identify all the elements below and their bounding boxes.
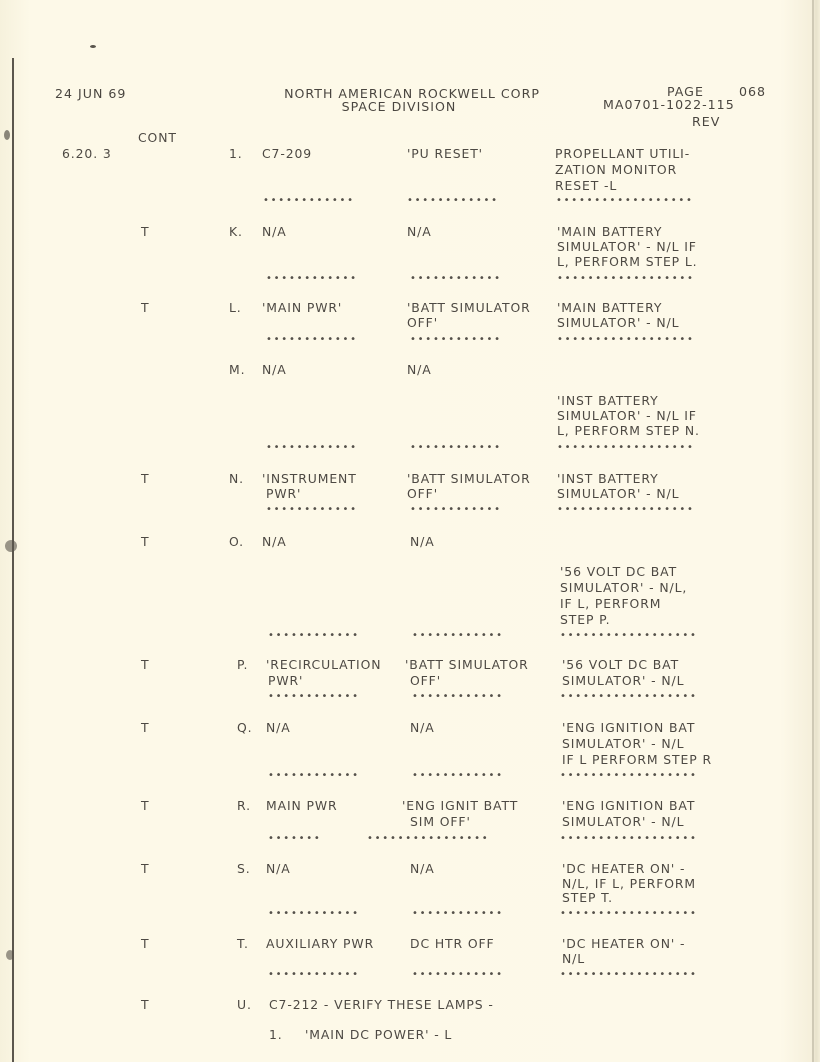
step-col1: N/A bbox=[262, 362, 287, 377]
signoff-dots: •••••••••••• bbox=[412, 770, 504, 781]
substep-id: 1. bbox=[269, 1027, 283, 1042]
step-col3-line1: 'ENG IGNITION BAT bbox=[562, 798, 696, 813]
step-col2-line1: 'BATT SIMULATOR bbox=[407, 471, 531, 486]
step-id: R. bbox=[237, 798, 251, 813]
step-id: N. bbox=[229, 471, 245, 486]
step-col3-line2: SIMULATOR' - N/L bbox=[562, 736, 685, 751]
signoff-dots: •••••••••••• bbox=[412, 908, 504, 919]
step-mark: T bbox=[141, 224, 150, 239]
signoff-dots: •••••••••••••••••• bbox=[560, 691, 698, 702]
step-col2: N/A bbox=[410, 861, 435, 876]
header-page-number: 068 bbox=[739, 84, 767, 99]
step-id: O. bbox=[229, 534, 244, 549]
step-mark: T bbox=[141, 300, 150, 315]
signoff-dots: •••••••••••• bbox=[266, 504, 358, 515]
header-division: SPACE DIVISION bbox=[341, 99, 457, 114]
header-rev-label: REV bbox=[692, 114, 721, 129]
step-id: S. bbox=[237, 861, 251, 876]
step-col2-line1: 'BATT SIMULATOR bbox=[405, 657, 529, 672]
step-col2-line2: SIM OFF' bbox=[410, 814, 471, 829]
signoff-dots: •••••••••••• bbox=[407, 195, 499, 206]
step-col3-line2: SIMULATOR' - N/L IF bbox=[557, 239, 697, 254]
step-col3-line1: 'MAIN BATTERY bbox=[557, 224, 663, 239]
section-cont-label: CONT bbox=[138, 130, 177, 145]
step-id: K. bbox=[229, 224, 243, 239]
step-col1-line2: PWR' bbox=[268, 673, 304, 688]
step-col1: MAIN PWR bbox=[266, 798, 338, 813]
signoff-dots: •••••••••••••••••• bbox=[560, 908, 698, 919]
step-col3-line1: 'MAIN BATTERY bbox=[557, 300, 663, 315]
step-col3-line1: 'INST BATTERY bbox=[557, 471, 659, 486]
step-col3-line2: SIMULATOR' - N/L bbox=[557, 486, 680, 501]
step-col3-line1: 'INST BATTERY bbox=[557, 393, 659, 408]
signoff-dots: •••••••••••• bbox=[268, 770, 360, 781]
step-col3-line3: STEP T. bbox=[562, 890, 614, 905]
step-id: L. bbox=[229, 300, 242, 315]
scan-speck bbox=[90, 45, 96, 48]
step-col2: N/A bbox=[407, 224, 432, 239]
signoff-dots: •••••••••••••••••• bbox=[557, 273, 695, 284]
signoff-dots: •••••••••••••••••• bbox=[560, 969, 698, 980]
step-col1: N/A bbox=[266, 861, 291, 876]
step-col2: N/A bbox=[410, 720, 435, 735]
signoff-dots: •••••••••••• bbox=[410, 442, 502, 453]
section-number: 6.20. 3 bbox=[62, 146, 112, 161]
scan-speck bbox=[4, 130, 10, 140]
step-col1-line1: 'INSTRUMENT bbox=[262, 471, 357, 486]
step-col3-line2: SIMULATOR' - N/L IF bbox=[557, 408, 697, 423]
step-col2-line2: OFF' bbox=[410, 673, 442, 688]
signoff-dots: ••••••• bbox=[268, 833, 322, 844]
header-doc-number: MA0701-1022-115 bbox=[603, 97, 735, 112]
step-col3-line2: SIMULATOR' - N/L bbox=[562, 673, 685, 688]
step-col3-line2: SIMULATOR' - N/L bbox=[557, 315, 680, 330]
signoff-dots: •••••••••••• bbox=[263, 195, 355, 206]
step-col3-line1: 'DC HEATER ON' - bbox=[562, 936, 686, 951]
step-id: M. bbox=[229, 362, 246, 377]
step-col2-line1: 'ENG IGNIT BATT bbox=[402, 798, 519, 813]
step-id: U. bbox=[237, 997, 252, 1012]
step-col3-line1: 'DC HEATER ON' - bbox=[562, 861, 686, 876]
signoff-dots: •••••••••••••••••• bbox=[556, 195, 694, 206]
step-col2-line1: 'BATT SIMULATOR bbox=[407, 300, 531, 315]
step-col3-line3: IF L, PERFORM bbox=[560, 596, 662, 611]
step-mark: T bbox=[141, 657, 150, 672]
step-mark: T bbox=[141, 720, 150, 735]
step-col3-line3: RESET -L bbox=[555, 178, 618, 193]
signoff-dots: •••••••••••• bbox=[266, 334, 358, 345]
signoff-dots: •••••••••••• bbox=[410, 273, 502, 284]
step-mark: T bbox=[141, 997, 150, 1012]
header-company: NORTH AMERICAN ROCKWELL CORP bbox=[284, 86, 540, 101]
signoff-dots: •••••••••••• bbox=[268, 691, 360, 702]
step-mark: T bbox=[141, 936, 150, 951]
scan-speck bbox=[5, 540, 17, 552]
signoff-dots: •••••••••••• bbox=[268, 969, 360, 980]
step-col3-line4: STEP P. bbox=[560, 612, 611, 627]
step-id: 1. bbox=[229, 146, 243, 161]
step-col1-line1: 'RECIRCULATION bbox=[266, 657, 382, 672]
step-id: Q. bbox=[237, 720, 253, 735]
signoff-dots: •••••••••••• bbox=[268, 630, 360, 641]
signoff-dots: •••••••••••• bbox=[410, 504, 502, 515]
step-col3-line3: IF L PERFORM STEP R bbox=[562, 752, 712, 767]
step-col1: N/A bbox=[262, 224, 287, 239]
step-col3-line2: N/L, IF L, PERFORM bbox=[562, 876, 697, 891]
step-col3-line1: PROPELLANT UTILI- bbox=[555, 146, 691, 161]
step-col1: 'MAIN PWR' bbox=[262, 300, 343, 315]
step-id: P. bbox=[237, 657, 249, 672]
step-col3-line1: 'ENG IGNITION BAT bbox=[562, 720, 696, 735]
signoff-dots: •••••••••••••••••• bbox=[560, 630, 698, 641]
header-page-label: PAGE bbox=[667, 84, 704, 99]
signoff-dots: •••••••••••••••• bbox=[367, 833, 490, 844]
signoff-dots: •••••••••••••••••• bbox=[560, 833, 698, 844]
step-col3-line2: SIMULATOR' - N/L bbox=[562, 814, 685, 829]
step-col3-line3: L, PERFORM STEP L. bbox=[557, 254, 698, 269]
step-col2-line2: OFF' bbox=[407, 486, 439, 501]
signoff-dots: •••••••••••• bbox=[412, 691, 504, 702]
step-mark: T bbox=[141, 471, 150, 486]
step-col2: 'PU RESET' bbox=[407, 146, 483, 161]
signoff-dots: •••••••••••••••••• bbox=[557, 442, 695, 453]
step-col1: N/A bbox=[266, 720, 291, 735]
step-col1-line2: PWR' bbox=[266, 486, 302, 501]
step-mark: T bbox=[141, 798, 150, 813]
signoff-dots: •••••••••••••••••• bbox=[557, 504, 695, 515]
step-id: T. bbox=[237, 936, 249, 951]
step-col2: N/A bbox=[407, 362, 432, 377]
scan-speck bbox=[6, 950, 14, 960]
step-col3-line1: '56 VOLT DC BAT bbox=[560, 564, 678, 579]
step-col3-line2: N/L bbox=[562, 951, 586, 966]
step-col3-line1: '56 VOLT DC BAT bbox=[562, 657, 680, 672]
step-col3-line2: SIMULATOR' - N/L, bbox=[560, 580, 688, 595]
signoff-dots: •••••••••••• bbox=[412, 969, 504, 980]
signoff-dots: •••••••••••••••••• bbox=[560, 770, 698, 781]
signoff-dots: •••••••••••• bbox=[410, 334, 502, 345]
page-right-edge bbox=[812, 0, 814, 1062]
step-col1: AUXILIARY PWR bbox=[266, 936, 375, 951]
header-date: 24 JUN 69 bbox=[55, 86, 127, 101]
step-col1: C7-209 bbox=[262, 146, 313, 161]
signoff-dots: •••••••••••• bbox=[266, 442, 358, 453]
signoff-dots: •••••••••••• bbox=[266, 273, 358, 284]
step-mark: T bbox=[141, 534, 150, 549]
step-col3-line3: L, PERFORM STEP N. bbox=[557, 423, 700, 438]
step-text: C7-212 - VERIFY THESE LAMPS - bbox=[269, 997, 494, 1012]
signoff-dots: •••••••••••• bbox=[268, 908, 360, 919]
step-col2: DC HTR OFF bbox=[410, 936, 495, 951]
signoff-dots: •••••••••••• bbox=[412, 630, 504, 641]
step-col1: N/A bbox=[262, 534, 287, 549]
step-mark: T bbox=[141, 861, 150, 876]
step-col2: N/A bbox=[410, 534, 435, 549]
step-col2-line2: OFF' bbox=[407, 315, 439, 330]
signoff-dots: •••••••••••••••••• bbox=[557, 334, 695, 345]
step-col3-line2: ZATION MONITOR bbox=[555, 162, 678, 177]
substep-text: 'MAIN DC POWER' - L bbox=[305, 1027, 453, 1042]
left-margin-line bbox=[12, 58, 14, 1062]
